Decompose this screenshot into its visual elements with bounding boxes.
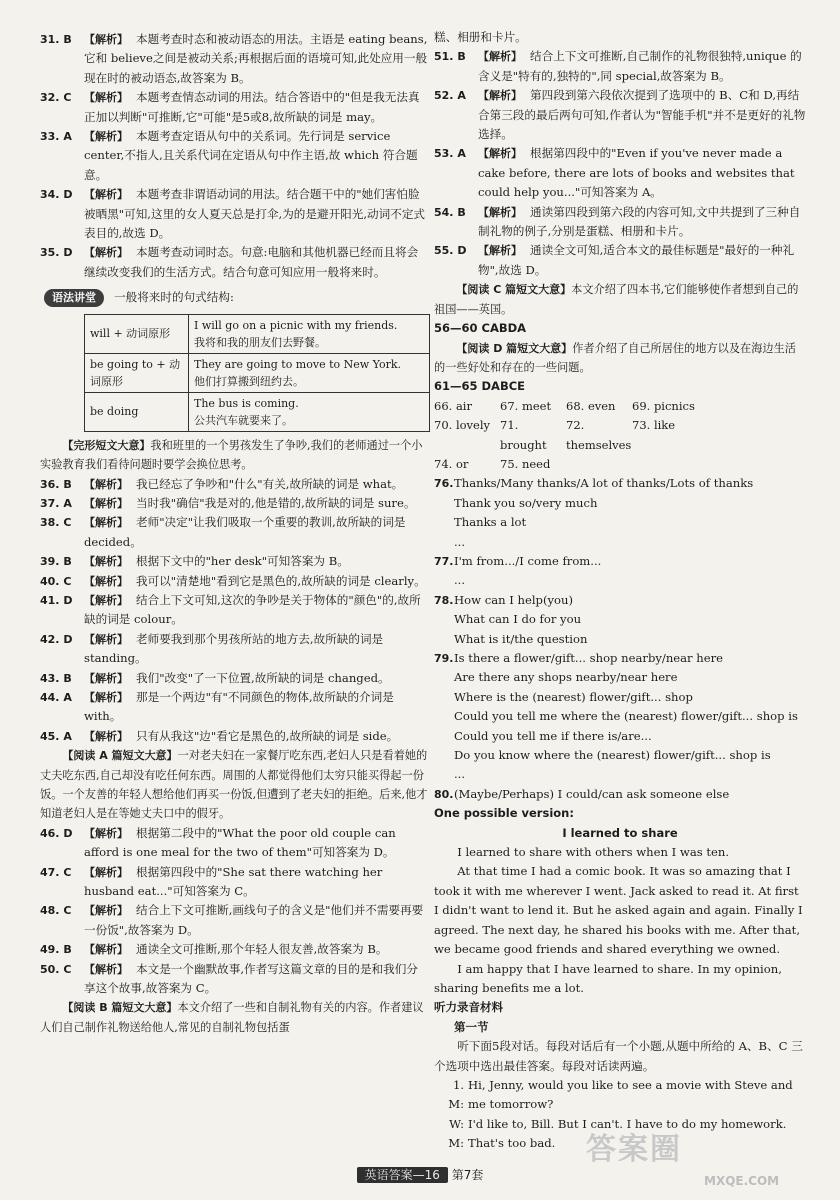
analysis-tag: 【解析】	[478, 244, 522, 258]
answer-explanation	[84, 901, 428, 940]
analysis-tag: 【解析】	[84, 91, 128, 105]
analysis-text: 我已经忘了争吵和"什么"有关,故所缺的词是 what。	[136, 476, 404, 491]
answer-line: Where is the (nearest) flower/gift... shop	[454, 689, 693, 704]
analysis-tag: 【解析】	[84, 826, 128, 840]
grammar-example	[189, 353, 430, 392]
footer-set-label: 第7套	[451, 1168, 484, 1182]
answer-number: 38. C	[40, 516, 72, 530]
analysis-text: 我们"改变"了一下位置,故所缺的词是 changed。	[136, 670, 390, 685]
analysis-text: 通读全文可知,适合本文的最佳标题是"最好的一种礼物",故选 D。	[478, 243, 795, 277]
analysis-text: 我可以"清楚地"看到它是黑色的,故所缺的词是 clearly。	[136, 573, 426, 588]
answer-explanation	[84, 863, 428, 902]
analysis-tag: 【解析】	[84, 555, 128, 569]
listening-head: 听力录音材料	[434, 1000, 503, 1015]
analysis-tag: 【解析】	[84, 865, 128, 879]
word-answer: 72. themselves	[566, 418, 632, 452]
speaker-label: W:	[449, 1116, 464, 1131]
answer-explanation	[84, 688, 428, 727]
analysis-tag: 【解析】	[84, 33, 128, 46]
question-lines	[454, 591, 806, 649]
answer-item	[40, 243, 428, 282]
answer-number: 37. A	[40, 496, 72, 510]
reading-c-text: 本文介绍了四本书,它们能够使作者想到自己的祖国——英国。	[434, 283, 799, 316]
analysis-text: 本题考查定语从句中的关系词。先行词是 service center,不指人,且关系代词在定语从句中作主语,故 which 符合题意。	[84, 129, 418, 182]
analysis-tag: 【解析】	[84, 962, 128, 976]
word-answer: 68. even	[566, 398, 616, 413]
reading-a-summary	[40, 746, 428, 824]
analysis-tag: 【解析】	[84, 632, 128, 646]
question-lines	[454, 474, 806, 552]
essay-body	[434, 843, 806, 998]
answer-explanation	[84, 243, 428, 282]
analysis-text: 根据第二段中的"What the poor old couple can afford is one meal for the two of them"可知答案为 D。	[84, 825, 396, 860]
answer-line: Thanks/Many thanks/A lot of thanks/Lots of thanks	[454, 476, 754, 491]
question-number: 79.	[434, 652, 454, 665]
answer-item	[40, 688, 428, 727]
analysis-text: 本文是一个幽默故事,作者写这篇文章的目的是和我们分享这个故事,故答案为 C。	[84, 961, 418, 996]
answer-explanation	[84, 669, 428, 688]
reading-b-summary	[40, 998, 428, 1037]
answer-explanation	[84, 88, 428, 127]
grammar-example-en: I will go on a picnic with my friends.	[194, 318, 398, 332]
question-lines	[454, 552, 806, 591]
grammar-header	[40, 288, 428, 307]
answer-number: 34. D	[40, 188, 73, 202]
analysis-text: 结合上下文可知,这次的争吵是关于物体的"颜色"的,故所缺的词是 colour。	[84, 592, 421, 627]
reading-b-head: 【阅读 B 篇短文大意】	[62, 1001, 178, 1015]
answer-77	[434, 552, 806, 591]
answer-line: Are there any shops nearby/near here	[454, 670, 678, 685]
analysis-text: 通读第四段到第六段的内容可知,文中共提到了三种自制礼物的例子,分别是蛋糕、相册和卡片。	[478, 204, 801, 239]
answer-line: Could you tell me where the (nearest) flower/gift... shop is	[454, 709, 798, 724]
answer-explanation	[84, 552, 428, 571]
answer-line: What can I do for you	[454, 612, 582, 627]
grammar-row	[85, 392, 430, 431]
answer-explanation	[84, 940, 428, 959]
answer-number: 52. A	[434, 89, 466, 103]
analysis-text: 根据下文中的"her desk"可知答案为 B。	[136, 554, 349, 569]
answers-36-45	[40, 475, 428, 747]
answer-number: 53. A	[434, 147, 466, 161]
answer-number: 35. D	[40, 246, 73, 260]
grammar-example-zh: 他们打算搬到纽约去。	[194, 374, 304, 388]
reading-a-text: 一对老夫妇在一家餐厅吃东西,老妇人只是看着她的丈夫吃东西,自己却没有吃任何东西。周围的人都觉得他们太穷只能买得起一份饭。一个友善的年轻人想给他们再买一份饭,但遭到了老夫妇的拒绝。后来,他才知道老妇人是在等她丈夫口中的假牙。	[40, 749, 428, 821]
answer-number: 41. D	[40, 593, 73, 607]
reading-d-text: 作者介绍了自己所居住的地方以及在海边生活的一些好处和存在的一些问题。	[434, 341, 796, 374]
answer-line: Thank you so/very much	[454, 495, 598, 510]
answer-number: 50. C	[40, 962, 72, 976]
answer-explanation	[478, 241, 806, 280]
dialog-line	[434, 1076, 806, 1115]
analysis-text: 结合上下文可推断,自己制作的礼物很独特,unique 的含义是"特有的,独特的",同 special,故答案为 B。	[478, 49, 802, 83]
answer-item	[40, 127, 428, 185]
reading-a-head: 【阅读 A 篇短文大意】	[62, 749, 178, 763]
answer-number: 49. B	[40, 943, 72, 957]
question-number: 77.	[434, 554, 454, 568]
answer-line: What is it/the question	[454, 631, 588, 646]
analysis-tag: 【解析】	[84, 690, 128, 704]
word-answer: 67. meet	[500, 398, 552, 413]
analysis-text: 根据第四段中的"She sat there watching her husband eat..."可知答案为 C。	[84, 864, 383, 899]
answer-item	[40, 591, 428, 630]
analysis-tag: 【解析】	[84, 477, 128, 491]
word-answer: 71. brought	[500, 418, 547, 452]
analysis-tag: 【解析】	[478, 147, 522, 161]
grammar-structure: be doing	[85, 392, 189, 431]
grammar-row	[85, 353, 430, 392]
analysis-text: 老师"决定"让我们吸取一个重要的教训,故所缺的词是 decided。	[84, 515, 406, 549]
answer-number: 42. D	[40, 632, 73, 646]
analysis-text: 第四段到第六段依次提到了选项中的 B、C和 D,再结合第三段的最后两句可知,作者认为"智能手机"并不是更好的礼物选择。	[478, 88, 806, 142]
answer-line: ...	[454, 767, 466, 782]
answer-line: ...	[454, 573, 466, 588]
answer-item	[40, 630, 428, 669]
analysis-text: 结合上下文可推断,画线句子的含义是"他们并不需要再要一份饭",故答案为 D。	[84, 903, 424, 937]
grammar-row	[85, 314, 430, 353]
question-row	[434, 552, 806, 591]
speaker-text: Hi, Jenny, would you like to see a movie with Steve and me tomorrow?	[468, 1077, 793, 1112]
answer-80-num: 80.	[434, 787, 454, 801]
question-number: 76.	[434, 477, 454, 491]
answer-item	[40, 494, 428, 513]
analysis-text: 根据第四段中的"Even if you've never made a cake before, there are lots of books and websites that could help you..."可知答案为 A。	[478, 146, 795, 200]
left-column	[40, 30, 428, 1037]
answer-item	[40, 727, 428, 746]
grammar-example	[189, 314, 430, 353]
answer-item	[434, 203, 806, 242]
grammar-example-zh: 公共汽车就要来了。	[194, 413, 293, 427]
analysis-tag: 【解析】	[84, 496, 128, 510]
question-lines	[454, 649, 806, 785]
answer-76	[434, 474, 806, 552]
analysis-tag: 【解析】	[84, 729, 128, 743]
answer-number: 55. D	[434, 244, 467, 258]
answer-item	[40, 475, 428, 494]
answer-item	[434, 241, 806, 280]
answers-31-35	[40, 30, 428, 282]
analysis-text: 本题考查非谓语动词的用法。结合题干中的"她们害怕脸被晒黑"可知,这里的女人夏天总是打伞,为的是避开阳光,动词不定式表目的,故选 D。	[84, 187, 426, 241]
answer-line: Thanks a lot	[454, 515, 527, 530]
analysis-tag: 【解析】	[84, 593, 128, 607]
analysis-tag: 【解析】	[84, 246, 128, 260]
answer-item	[434, 86, 806, 144]
answer-number: 39. B	[40, 555, 72, 569]
analysis-text: 本题考查时态和被动语态的用法。主语是 eating beans,它和 believe之间是被动关系;再根据后面的语境可知,此处应用一般现在时的被动语态,故答案为 B。	[84, 32, 428, 85]
answer-explanation	[84, 591, 428, 630]
question-row	[434, 474, 806, 552]
answer-number: 47. C	[40, 865, 72, 879]
word-answers-66-75	[434, 397, 806, 475]
analysis-text: 本题考查动词时态。句意:电脑和其他机器已经而且将会继续改变我们的生活方式。结合句意可知应用一般将来时。	[84, 245, 419, 279]
essay-paragraph: At that time I had a comic book. It was so amazing that I took it with me wherever I went. Jack asked to read it. At first I didn't want to lend it. But he asked again and again. Finally I agreed. The next day, he shared his books with me. After that, we became good friends and shared everything we owned.	[434, 864, 803, 957]
answer-item	[434, 144, 806, 202]
analysis-text: 那是一个两边"有"不同颜色的物体,故所缺的介词是 with。	[84, 689, 394, 724]
reading-d-head: 【阅读 D 篇短文大意】	[456, 341, 573, 355]
reading-b-continued: 糕、相册和卡片。	[434, 30, 527, 44]
essay-paragraph: I am happy that I have learned to share. In my opinion, sharing benefits me a lot.	[434, 961, 782, 995]
grammar-example	[189, 392, 430, 431]
cloze-summary	[40, 436, 428, 475]
answer-80-text: (Maybe/Perhaps) I could/can ask someone else	[454, 786, 730, 801]
word-answer: 74. or	[434, 456, 469, 471]
essay-label: One possible version:	[434, 806, 574, 821]
answer-item	[40, 960, 428, 999]
answer-78	[434, 591, 806, 649]
grammar-example-en: They are going to move to New York.	[194, 357, 402, 371]
answer-line: How can I help(you)	[454, 592, 574, 607]
speaker-label: 1. M:	[448, 1077, 464, 1112]
question-number: 78.	[434, 593, 454, 607]
analysis-tag: 【解析】	[478, 50, 522, 64]
grammar-intro: 一般将来时的句式结构:	[114, 290, 234, 305]
answer-explanation	[84, 494, 428, 513]
word-answer	[632, 455, 806, 474]
question-row	[434, 591, 806, 649]
answer-79	[434, 649, 806, 785]
right-column	[434, 28, 806, 1154]
answer-item	[40, 513, 428, 552]
answer-number: 31. B	[40, 33, 72, 46]
footer-book-label: 英语答案—16	[357, 1167, 448, 1183]
analysis-text: 老师要我到那个男孩所站的地方去,故所缺的词是 standing。	[84, 631, 384, 666]
analysis-tag: 【解析】	[84, 130, 128, 144]
analysis-tag: 【解析】	[84, 671, 128, 685]
word-answer: 69. picnics	[632, 398, 695, 413]
answer-item	[40, 901, 428, 940]
analysis-text: 只有从我这"边"看它是黑色的,故所缺的词是 side。	[136, 728, 399, 743]
word-answer: 73. like	[632, 418, 676, 433]
answer-number: 45. A	[40, 729, 72, 743]
answer-line: Is there a flower/gift... shop nearby/near here	[454, 651, 724, 665]
answer-number: 32. C	[40, 91, 72, 105]
answer-explanation	[84, 513, 428, 552]
grammar-structure: will + 动词原形	[85, 314, 189, 353]
speaker-text: That's too bad.	[468, 1136, 556, 1151]
analysis-tag: 【解析】	[84, 574, 128, 588]
answer-explanation	[84, 824, 428, 863]
analysis-tag: 【解析】	[478, 205, 522, 219]
answer-explanation	[84, 30, 428, 88]
answer-explanation	[84, 185, 428, 243]
answer-item	[40, 88, 428, 127]
answer-explanation	[84, 960, 428, 999]
answer-item	[40, 863, 428, 902]
speaker-label: M:	[448, 1136, 464, 1151]
answer-explanation	[478, 86, 806, 144]
essay-title: I learned to share	[562, 825, 678, 840]
answer-item	[40, 940, 428, 959]
answers-46-50	[40, 824, 428, 999]
answer-number: 54. B	[434, 205, 466, 219]
reading-c-summary	[434, 280, 806, 319]
answer-explanation	[84, 630, 428, 669]
grammar-example-en: The bus is coming.	[194, 396, 299, 410]
answer-number: 36. B	[40, 477, 72, 491]
answers-56-60: 56—60 CABDA	[434, 321, 527, 336]
answer-explanation	[478, 203, 806, 242]
analysis-text: 通读全文可推断,那个年轻人很友善,故答案为 B。	[136, 942, 388, 957]
analysis-text: 本题考查情态动词的用法。结合答语中的"但是我无法真正加以判断"可推断,它"可能"是5或8,故所缺的词是 may。	[84, 90, 420, 124]
answer-number: 44. A	[40, 690, 72, 704]
reading-c-head: 【阅读 C 篇短文大意】	[456, 283, 572, 297]
grammar-structure: be going to + 动词原形	[85, 353, 189, 392]
answer-explanation	[478, 47, 806, 86]
answers-61-65: 61—65 DABCE	[434, 379, 526, 394]
question-row	[434, 649, 806, 785]
word-answer: 66. air	[434, 398, 472, 413]
word-answer: 75. need	[500, 456, 551, 471]
answer-item	[40, 669, 428, 688]
answers-51-55	[434, 47, 806, 280]
grammar-example-zh: 我将和我的朋友们去野餐。	[194, 335, 326, 349]
answer-number: 40. C	[40, 574, 72, 588]
answer-number: 51. B	[434, 50, 466, 64]
answer-item	[40, 30, 428, 88]
answer-explanation	[478, 144, 806, 202]
answer-item	[40, 185, 428, 243]
answer-item	[434, 47, 806, 86]
answer-item	[40, 552, 428, 571]
analysis-tag: 【解析】	[478, 89, 522, 103]
listening-instructions: 听下面5段对话。每段对话后有一个小题,从题中所给的 A、B、C 三个选项中选出最佳答案。每段对话读两遍。	[434, 1039, 803, 1073]
answer-number: 46. D	[40, 826, 73, 840]
answer-item	[40, 824, 428, 863]
word-answer: 70. lovely	[434, 418, 491, 433]
cloze-summary-head: 【完形短文大意】	[62, 438, 151, 452]
grammar-badge: 语法讲堂	[44, 289, 104, 307]
answer-line: I'm from.../I come from...	[454, 553, 602, 568]
analysis-tag: 【解析】	[84, 904, 128, 918]
watermark-logo: 答案圈	[586, 1132, 682, 1167]
grammar-table	[84, 314, 430, 432]
cloze-summary-text: 我和班里的一个男孩发生了争吵,我们的老师通过一个小实验教育我们看待问题时要学会换位思考。	[40, 438, 423, 472]
speaker-text: I'd like to, Bill. But I can't. I have to do my homework.	[468, 1116, 787, 1131]
watermark-url: MXQE.COM	[704, 1174, 780, 1188]
answer-80	[434, 785, 806, 804]
listening-section: 第一节	[454, 1019, 489, 1034]
word-answer	[566, 455, 632, 474]
analysis-tag: 【解析】	[84, 188, 128, 202]
page-footer	[320, 1166, 520, 1185]
analysis-tag: 【解析】	[84, 516, 128, 530]
analysis-text: 当时我"确信"我是对的,他是错的,故所缺的词是 sure。	[136, 495, 416, 510]
answer-item	[40, 572, 428, 591]
answer-explanation	[84, 572, 428, 591]
answer-explanation	[84, 727, 428, 746]
answer-explanation	[84, 127, 428, 185]
answer-number: 48. C	[40, 904, 72, 918]
analysis-tag: 【解析】	[84, 943, 128, 957]
answer-number: 43. B	[40, 671, 72, 685]
answer-line: Could you tell me if there is/are...	[454, 728, 652, 743]
corner-watermark	[586, 1132, 796, 1190]
reading-b-text: 本文介绍了一些和自制礼物有关的内容。作者建议人们自己制作礼物送给他人,常见的自制礼物包括蛋	[40, 1001, 424, 1034]
essay-paragraph: I learned to share with others when I was ten.	[457, 845, 730, 860]
answer-line: ...	[454, 534, 466, 549]
reading-d-summary	[434, 339, 806, 378]
answer-number: 33. A	[40, 130, 72, 144]
answer-line: Do you know where the (nearest) flower/gift... shop is	[454, 748, 771, 763]
answer-explanation	[84, 475, 428, 494]
